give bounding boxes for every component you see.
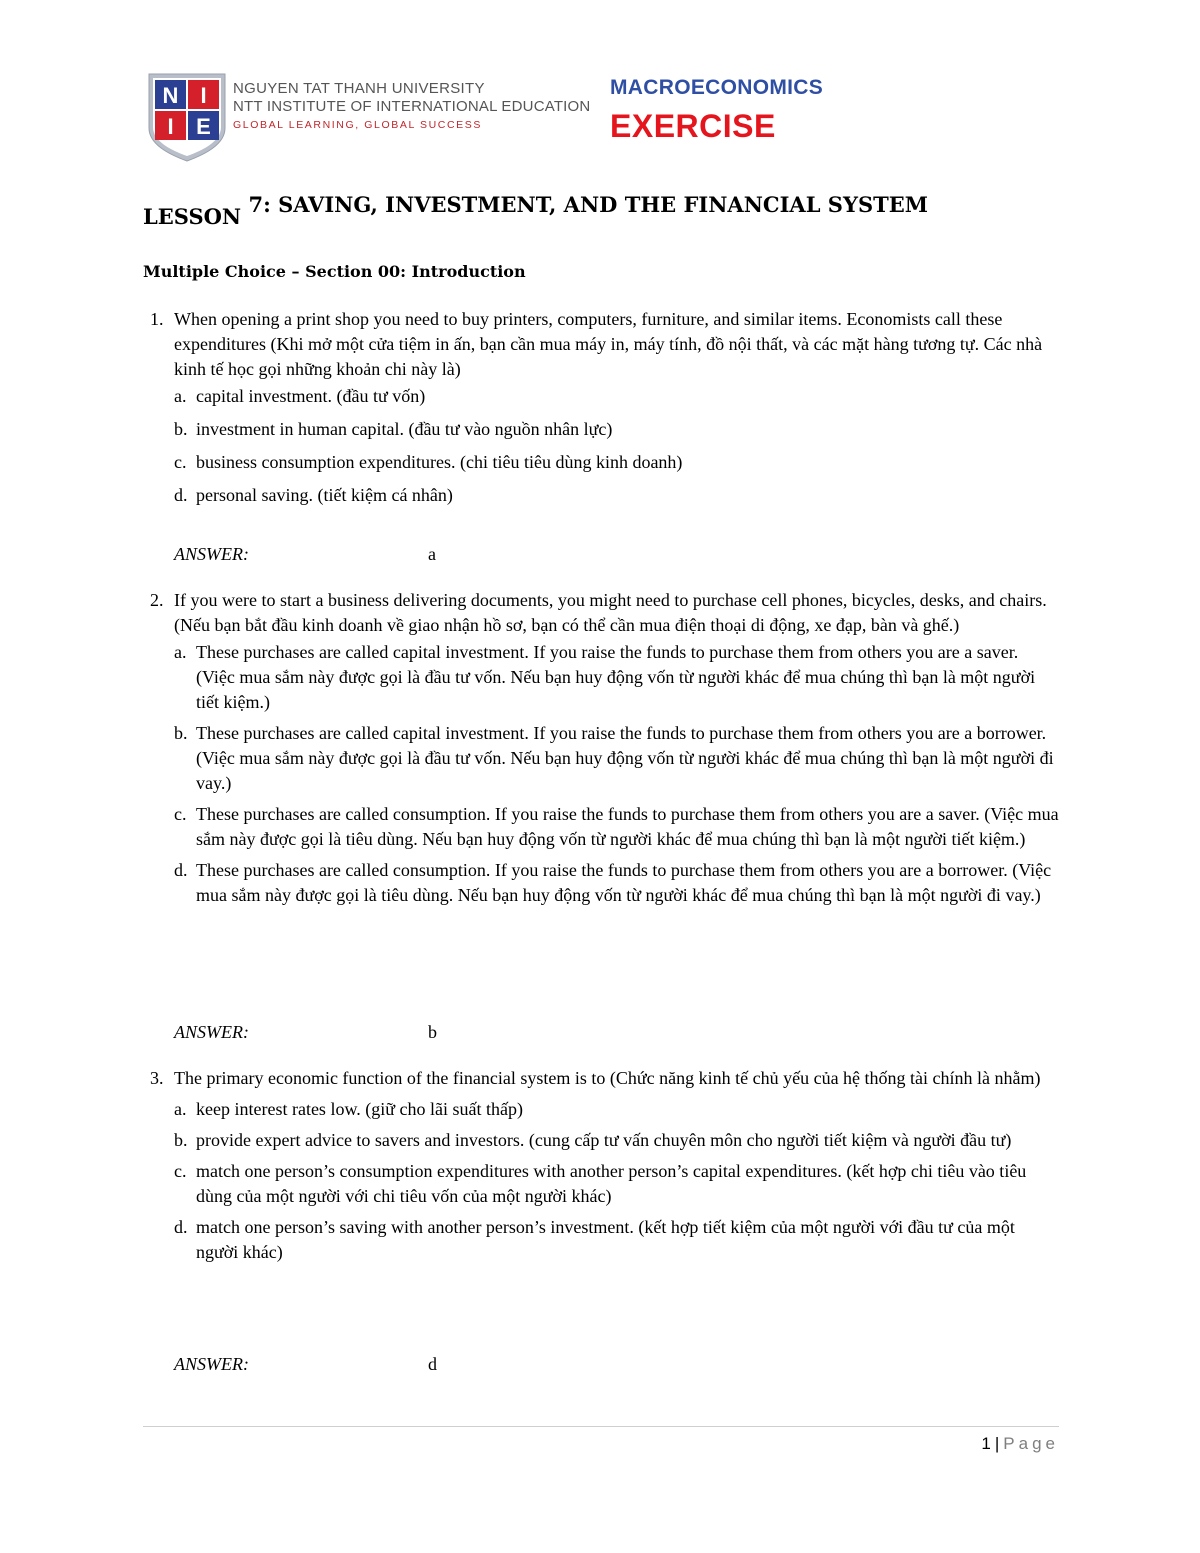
question-2 [150,588,1060,908]
option-a [174,640,1060,715]
question-number: 1. [150,309,164,329]
answer-label: ANSWER: [174,1022,249,1042]
option-d [174,1215,1060,1265]
logo-letter-i: I [200,83,207,108]
university-name: NGUYEN TAT THANH UNIVERSITY [233,80,485,97]
document-header [146,70,1066,165]
course-name: MACROECONOMICS [610,76,824,99]
option-c [174,450,1060,475]
option-letter: d. [174,1217,188,1237]
page-footer [981,1434,1059,1454]
option-letter: c. [174,452,187,472]
option-text: investment in human capital. (đầu tư vào nguồn nhân lực) [196,419,613,439]
lesson-title [143,192,928,229]
answer-label: ANSWER: [174,544,249,564]
page-label: Page [1003,1434,1059,1453]
option-text: These purchases are called capital investment. If you raise the funds to purchase them from others you are a saver. (Việc mua sắm này được gọi là đầu tư vốn. Nếu bạn huy động vốn từ người khác để mua chúng thì bạn là một người tiết kiệm.) [196,642,1036,712]
option-b [174,1128,1060,1153]
page-number: 1 [981,1434,991,1453]
section-heading: Multiple Choice – Section 00: Introduction [143,262,526,281]
answer-value: a [428,544,436,564]
option-d [174,483,1060,508]
question-text: When opening a print shop you need to buy printers, computers, furniture, and similar items. Economists call these expenditures (Khi mở một cửa tiệm in ấn, bạn cần mua máy in, máy tính, đồ nội thất, và các mặt hàng tương tự. Các nhà kinh tế học gọi những khoản chi này là) [174,309,1043,379]
option-letter: c. [174,1161,187,1181]
doc-type: EXERCISE [610,108,776,144]
question-1 [150,307,1060,508]
option-text: business consumption expenditures. (chi tiêu tiêu dùng kinh doanh) [196,452,683,472]
logo-letter-i-2: I [167,114,174,139]
option-letter: b. [174,1130,188,1150]
option-text: keep interest rates low. (giữ cho lãi suất thấp) [196,1099,523,1119]
option-text: These purchases are called capital investment. If you raise the funds to purchase them from others you are a borrower. (Việc mua sắm này được gọi là đầu tư vốn. Nếu bạn huy động vốn từ người khác để mua chúng thì bạn là một người đi vay.) [196,723,1054,793]
institute-name: NTT INSTITUTE OF INTERNATIONAL EDUCATION [233,98,591,115]
option-text: provide expert advice to savers and investors. (cung cấp tư vấn chuyên môn cho người tiết kiệm và người đầu tư) [196,1130,1012,1150]
option-a [174,1097,1060,1122]
option-c [174,1159,1060,1209]
question-text: The primary economic function of the financial system is to (Chức năng kinh tế chủ yếu của hệ thống tài chính là nhằm) [174,1068,1041,1088]
lesson-title-main: 7: SAVING, INVESTMENT, AND THE FINANCIAL SYSTEM [248,192,928,217]
logo-letter-n: N [162,83,179,108]
option-letter: b. [174,723,188,743]
question-number: 3. [150,1068,164,1088]
question-3 [150,1066,1060,1265]
option-text: match one person’s saving with another person’s investment. (kết hợp tiết kiệm của một người với đầu tư của một người khác) [196,1217,1015,1262]
university-block [233,80,590,133]
option-a [174,384,1060,409]
answer-label: ANSWER: [174,1354,249,1374]
option-c [174,802,1060,852]
option-letter: a. [174,386,187,406]
footer-divider [143,1426,1059,1427]
option-b [174,417,1060,442]
option-letter: a. [174,642,187,662]
option-letter: d. [174,485,188,505]
option-letter: a. [174,1099,187,1119]
answer-value: b [428,1022,437,1042]
option-letter: d. [174,860,188,880]
lesson-title-prefix: LESSON [143,204,249,229]
niie-logo-icon [146,70,228,162]
footer-separator: | [994,1434,1000,1453]
logo-letter-e: E [196,114,211,139]
option-b [174,721,1060,796]
option-text: These purchases are called consumption. If you raise the funds to purchase them from others you are a borrower. (Việc mua sắm này được gọi là tiêu dùng. Nếu bạn huy động vốn từ người khác để mua chúng thì bạn là một người đi vay.) [196,860,1052,905]
option-text: These purchases are called consumption. If you raise the funds to purchase them from others you are a saver. (Việc mua sắm này được gọi là tiêu dùng. Nếu bạn huy động vốn từ người khác để mua chúng thì bạn là một người tiết kiệm.) [196,804,1059,849]
option-d [174,858,1060,908]
answer-value: d [428,1354,437,1374]
option-text: match one person’s consumption expenditures with another person’s capital expenditures. (kết hợp chi tiêu vào tiêu dùng của một người với chi tiêu vốn của một người khác) [196,1161,1027,1206]
option-text: personal saving. (tiết kiệm cá nhân) [196,485,453,505]
option-text: capital investment. (đầu tư vốn) [196,386,426,406]
option-letter: c. [174,804,187,824]
question-text: If you were to start a business delivering documents, you might need to purchase cell phones, bicycles, desks, and chairs. (Nếu bạn bắt đầu kinh doanh về giao nhận hồ sơ, bạn có thể cần mua điện thoại di động, xe đạp, bàn và ghế.) [174,590,1047,635]
slogan: GLOBAL LEARNING, GLOBAL SUCCESS [233,119,482,131]
option-letter: b. [174,419,188,439]
question-number: 2. [150,590,164,610]
